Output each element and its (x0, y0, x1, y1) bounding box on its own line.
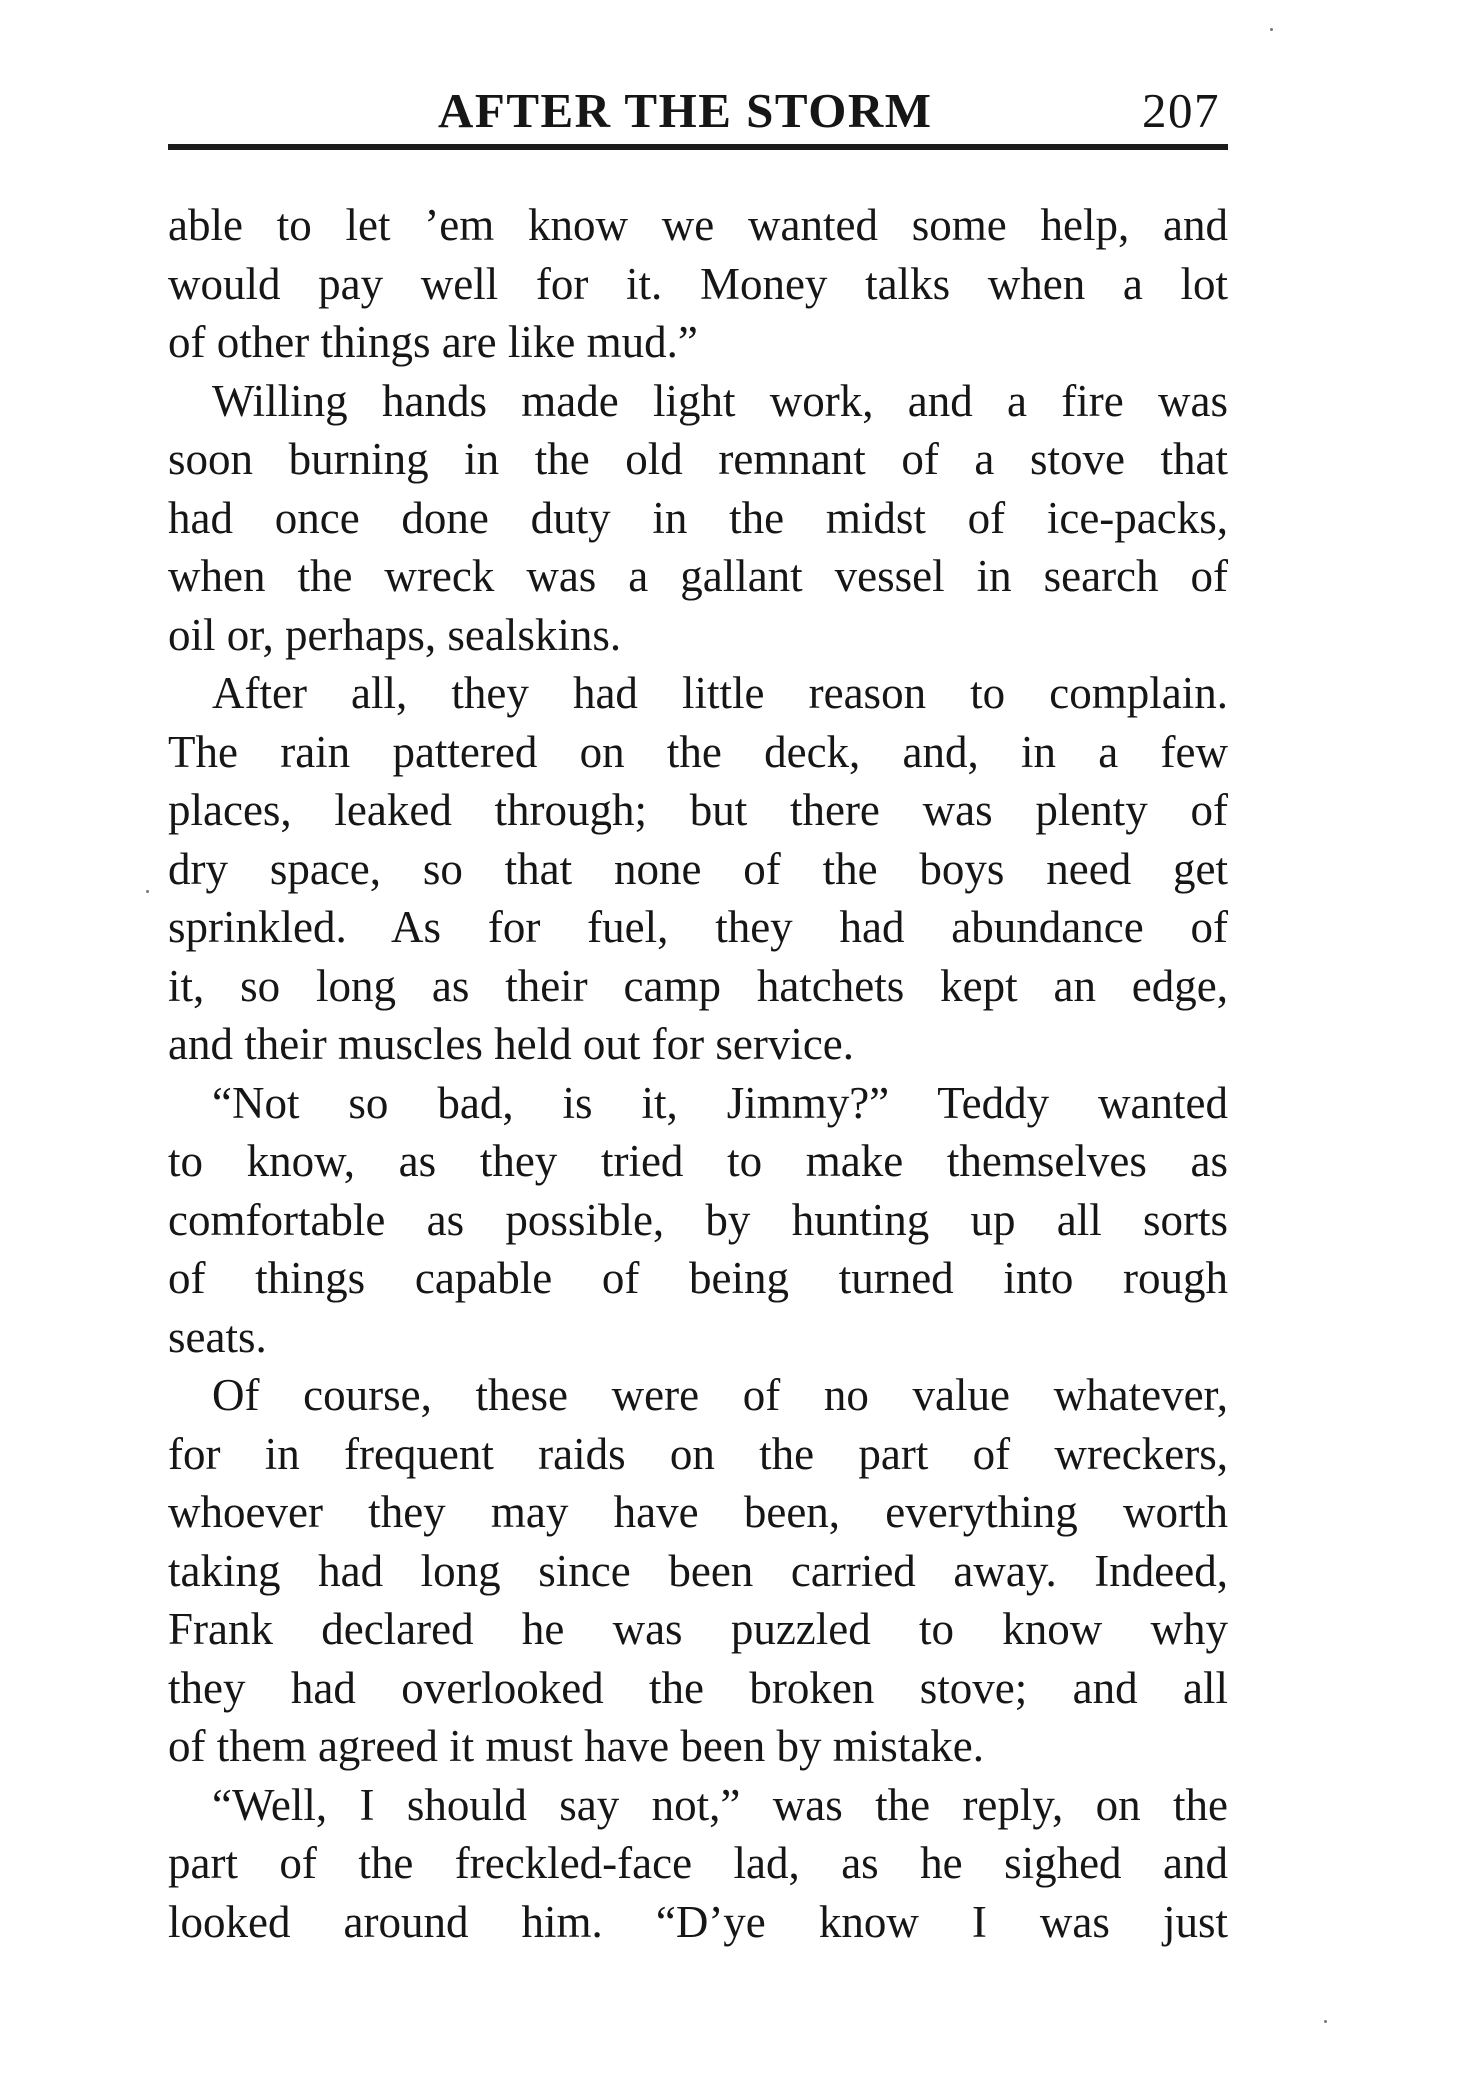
text-line: “Well, I should say not,” was the reply, on the (212, 1779, 1228, 1830)
text-line: it, so long as their camp hatchets kept an edge, (168, 960, 1228, 1011)
text-line: able to let ’em know we wanted some help, and (168, 200, 1228, 250)
text-line: of them agreed it must have been by mistake. (168, 1721, 984, 1771)
text-line: to know, as they tried to make themselves as (168, 1136, 1228, 1186)
speck (1324, 2020, 1327, 2023)
body-text (168, 196, 1228, 1951)
text-line: of other things are like mud.” (168, 317, 698, 367)
text-line: Willing hands made light work, and a fire was (212, 375, 1228, 426)
text-line: After all, they had little reason to complain. (212, 668, 1228, 718)
text-line: of things capable of being turned into rough (168, 1253, 1228, 1303)
page-number: 207 (1142, 83, 1220, 138)
text-line: would pay well for it. Money talks when a lot (168, 258, 1228, 309)
text-line: Frank declared he was puzzled to know why (168, 1604, 1228, 1654)
text-line: dry space, so that none of the boys need get (168, 843, 1228, 894)
text-line: seats. (168, 1311, 267, 1362)
speck (146, 890, 149, 893)
text-line: they had overlooked the broken stove; and all (168, 1662, 1228, 1713)
text-line: “Not so bad, is it, Jimmy?” Teddy wanted (212, 1077, 1228, 1128)
text-line: looked around him. “D’ye know I was just (168, 1896, 1228, 1947)
text-line: taking had long since been carried away. Indeed, (168, 1545, 1228, 1596)
text-line: and their muscles held out for service. (168, 1019, 855, 1069)
text-line: sprinkled. As for fuel, they had abundance of (168, 902, 1228, 952)
running-title: AFTER THE STORM (438, 83, 933, 138)
text-line: oil or, perhaps, sealskins. (168, 609, 622, 660)
text-line: part of the freckled-face lad, as he sighed and (168, 1838, 1228, 1888)
text-line: The rain pattered on the deck, and, in a few (168, 726, 1228, 777)
text-line: had once done duty in the midst of ice-packs, (168, 492, 1228, 543)
text-line: soon burning in the old remnant of a stove that (168, 434, 1228, 484)
text-line: for in frequent raids on the part of wreckers, (168, 1428, 1228, 1479)
text-line: when the wreck was a gallant vessel in search of (168, 551, 1228, 601)
text-line: whoever they may have been, everything worth (168, 1487, 1228, 1537)
text-line: comfortable as possible, by hunting up all sorts (168, 1194, 1228, 1245)
speck (1270, 28, 1273, 31)
text-line: Of course, these were of no value whatever, (212, 1370, 1228, 1420)
header-rule (168, 144, 1228, 150)
running-head (168, 82, 1228, 142)
text-line: places, leaked through; but there was plenty of (168, 785, 1228, 835)
